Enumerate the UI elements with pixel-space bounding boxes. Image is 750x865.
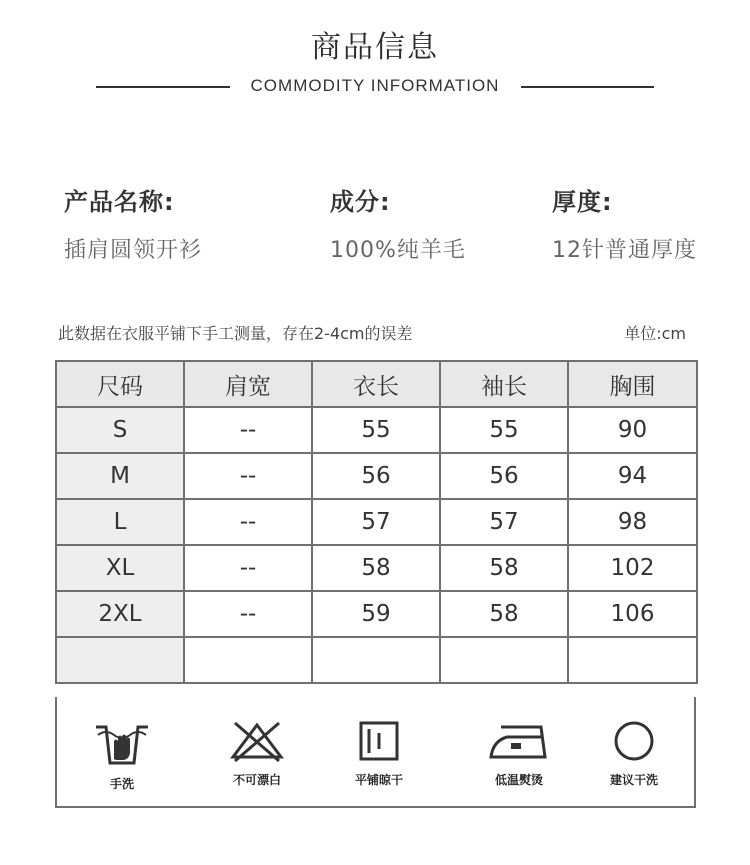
care-item-dry-clean [579,697,689,788]
attribute-value: 100%纯羊毛 [330,238,466,263]
table-cell: 58 [440,545,568,591]
care-item-no-bleach [202,697,312,788]
attribute-value: 插肩圆领开衫 [64,238,203,263]
table-cell [184,637,312,683]
table-cell: 58 [440,591,568,637]
hand-wash-icon [94,719,150,767]
table-cell: 94 [568,453,697,499]
table-cell: L [56,499,184,545]
care-label: 低温熨烫 [494,773,543,787]
table-cell: -- [184,591,312,637]
table-row [56,545,697,591]
unit-label: 单位:cm [624,324,686,343]
header-shoulder: 肩宽 [184,361,312,407]
table-cell: -- [184,453,312,499]
title-divider-right [521,86,654,88]
table-cell: -- [184,407,312,453]
measurement-note: 此数据在衣服平铺下手工测量，存在2-4cm的误差 [58,324,413,343]
table-cell: S [56,407,184,453]
no-bleach-icon [227,719,287,763]
page-subtitle: COMMODITY INFORMATION [250,76,500,95]
table-row [56,637,697,683]
care-label: 手洗 [109,777,134,791]
table-cell [56,637,184,683]
header-size: 尺码 [56,361,184,407]
header-chest: 胸围 [568,361,697,407]
table-cell: 98 [568,499,697,545]
table-cell [568,637,697,683]
attribute-key: 成分: [330,188,391,216]
header-length: 衣长 [312,361,440,407]
attribute-key: 厚度: [552,188,613,216]
care-label: 建议干洗 [609,773,658,787]
attribute-value: 12针普通厚度 [552,238,697,263]
table-cell [440,637,568,683]
size-table [55,360,698,684]
table-cell: 2XL [56,591,184,637]
care-item-hand-wash [67,697,177,792]
attribute-composition [330,182,466,264]
table-row [56,591,697,637]
table-row [56,407,697,453]
page-title: 商品信息 [311,30,439,65]
table-cell: 56 [312,453,440,499]
table-cell: XL [56,545,184,591]
table-cell: 90 [568,407,697,453]
table-cell: 55 [312,407,440,453]
table-cell: 57 [312,499,440,545]
table-cell: M [56,453,184,499]
low-iron-icon [487,719,551,763]
care-instructions [55,697,696,808]
table-cell: 55 [440,407,568,453]
table-row [56,499,697,545]
table-cell: 106 [568,591,697,637]
table-cell: -- [184,545,312,591]
header-sleeve: 袖长 [440,361,568,407]
dry-flat-icon [357,719,401,763]
attribute-thickness [552,182,697,264]
dry-clean-icon [612,719,656,763]
attribute-key: 产品名称: [64,188,175,216]
table-cell: 59 [312,591,440,637]
attribute-product-name [64,182,202,264]
table-cell: 56 [440,453,568,499]
table-cell: 57 [440,499,568,545]
care-label: 平铺晾干 [354,773,403,787]
care-label: 不可漂白 [232,773,281,787]
table-row [56,453,697,499]
table-cell [312,637,440,683]
care-item-dry-flat [324,697,434,788]
table-cell: -- [184,499,312,545]
table-cell: 58 [312,545,440,591]
care-item-low-iron [464,697,574,788]
table-header-row [56,361,697,407]
table-cell: 102 [568,545,697,591]
